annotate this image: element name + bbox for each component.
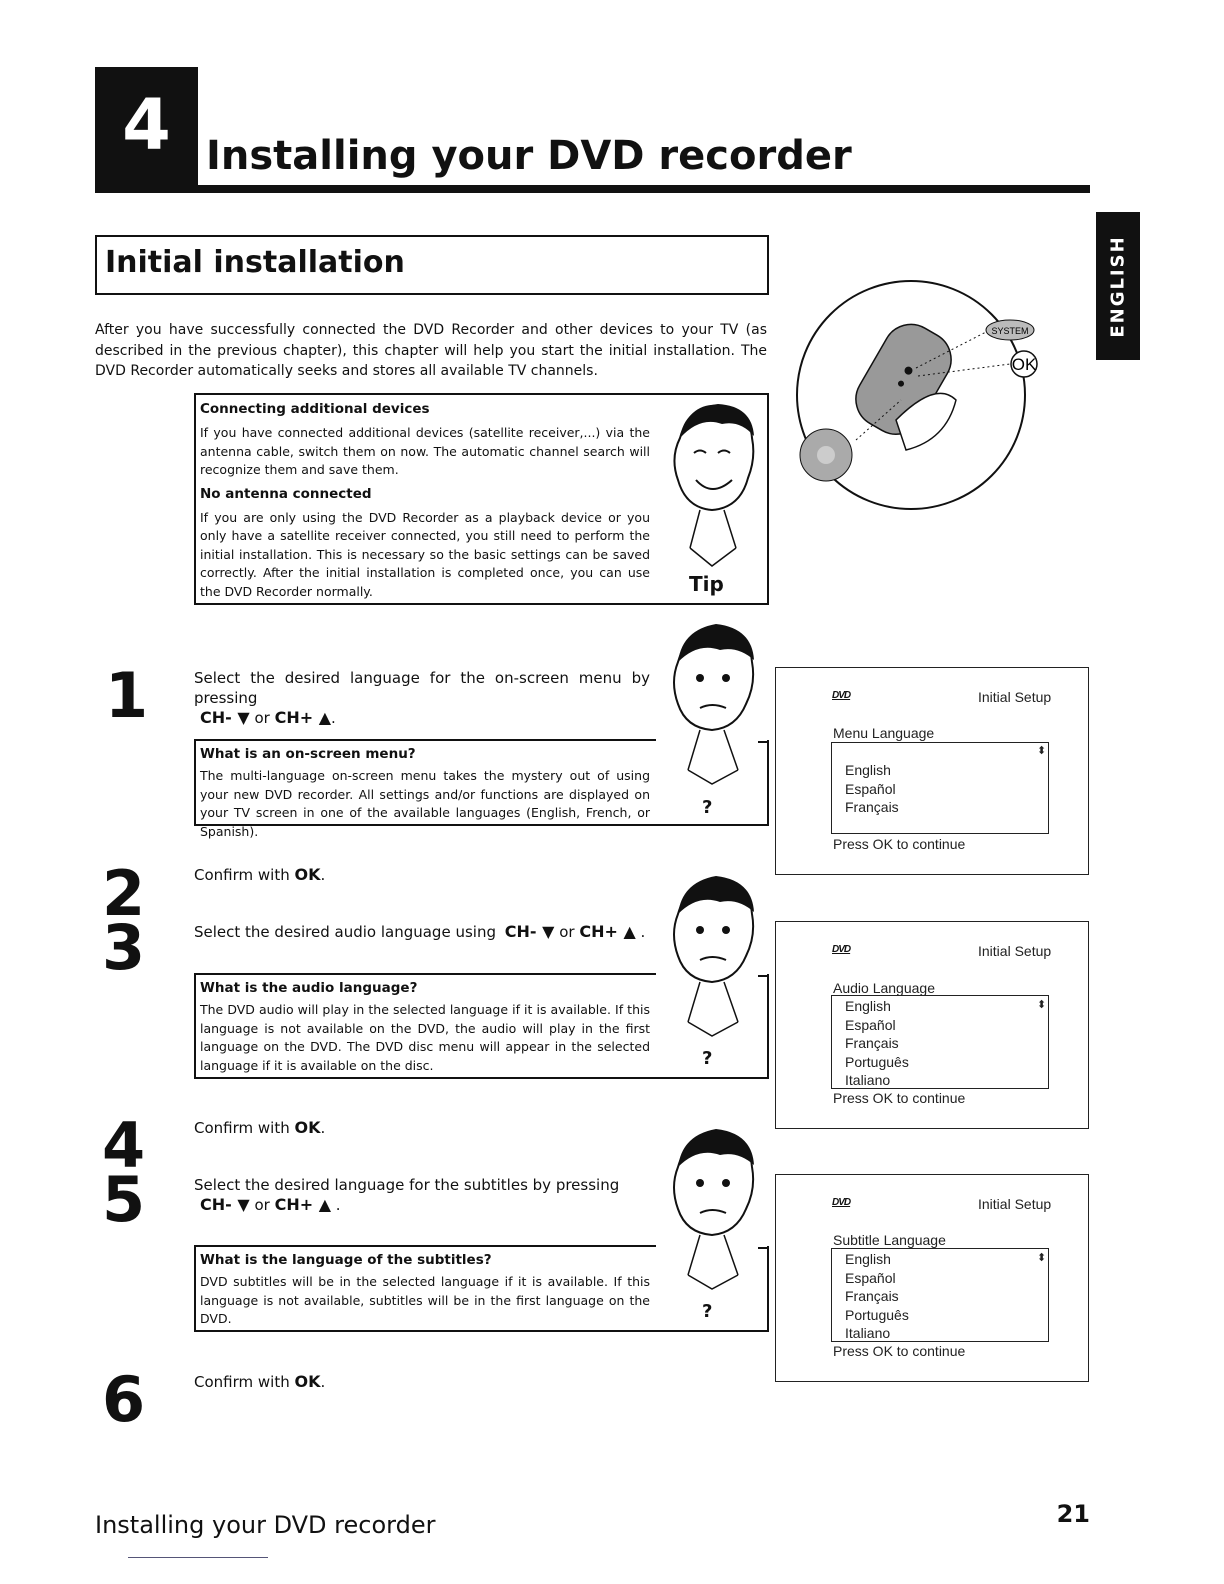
ok-button-label: OK xyxy=(1011,355,1037,374)
step-3-text: Select the desired audio language using CH- ▼ or CH+ ▲ . xyxy=(194,922,646,941)
tip-heading-1: Connecting additional devices xyxy=(200,401,430,417)
footer-rule xyxy=(128,1557,268,1558)
faq-cartoon-face-icon xyxy=(660,872,764,1037)
tip-text-1: If you have connected additional devices (satellite receiver,...) via the antenna cable, switch them on now. The automatic channel search will recognize them and save them. xyxy=(200,425,650,477)
faq-1-question-mark: ? xyxy=(702,797,713,818)
screen-footer: Press OK to continue xyxy=(833,836,966,852)
footer-chapter-title: Installing your DVD recorder xyxy=(95,1511,436,1539)
list-item[interactable]: Español xyxy=(845,1016,896,1033)
dvd-logo-icon: DVD xyxy=(832,690,851,701)
screen-footer: Press OK to continue xyxy=(833,1090,966,1106)
tip-content xyxy=(200,400,650,601)
list-item[interactable]: Español xyxy=(845,780,896,797)
step-4-text: Confirm with OK. xyxy=(194,1118,326,1137)
language-list-items xyxy=(845,761,899,817)
faq-5-heading: What is the language of the subtitles? xyxy=(200,1252,492,1268)
step-number-6: 6 xyxy=(102,1363,146,1436)
dvd-logo-icon: DVD xyxy=(832,944,851,955)
faq-1-heading: What is an on-screen menu? xyxy=(200,746,416,762)
dpad-icon xyxy=(800,429,852,481)
language-list-items xyxy=(845,1250,909,1343)
step-number-4: 4 xyxy=(102,1109,146,1182)
screen-title: Initial Setup xyxy=(978,943,1052,959)
list-item[interactable]: Français xyxy=(845,1288,899,1304)
faq-1-content xyxy=(200,745,650,841)
tip-text-2: If you are only using the DVD Recorder as a playback device or you only have a satellite receiver connected, you still need to perform the initial installation. This is necessary so the basic settings can be saved correctly. After the initial installation is completed once, you can use the DVD Recorder normally. xyxy=(200,509,650,599)
tip-heading-2: No antenna connected xyxy=(200,485,372,502)
scroll-arrows-icon: ⬍ xyxy=(1037,1252,1047,1264)
title-rule xyxy=(95,185,1090,193)
list-item[interactable]: English xyxy=(845,998,891,1014)
step-1-text: Select the desired language for the on-screen menu by pressing CH- ▼ or CH+ ▲. xyxy=(194,669,650,727)
faq-5-text: DVD subtitles will be in the selected language if it is available. If this language is not available, subtitles will be in the first language on the DVD. xyxy=(200,1274,650,1326)
step-6-text: Confirm with OK. xyxy=(194,1372,326,1391)
remote-control-icon xyxy=(796,280,1046,510)
faq-cartoon-face-icon xyxy=(660,1125,764,1290)
intro-paragraph: After you have successfully connected the DVD Recorder and other devices to your TV (as described in the previous chapter), this chapter will help you start the initial installation. The DVD Recorder automatically seeks and stores all available TV channels. xyxy=(95,322,767,379)
list-item[interactable]: Português xyxy=(845,1053,909,1070)
step-5-text: Select the desired language for the subtitles by pressing CH- ▼ or CH+ ▲ . xyxy=(194,1176,620,1214)
language-tab-label: ENGLISH xyxy=(1107,234,1129,338)
tip-label: Tip xyxy=(689,572,724,596)
list-item[interactable]: Italiano xyxy=(845,1325,891,1341)
scroll-arrows-icon: ⬍ xyxy=(1037,999,1047,1011)
tip-cartoon-face-icon xyxy=(660,398,764,568)
screen-title: Initial Setup xyxy=(978,1196,1052,1212)
screen-label: Subtitle Language xyxy=(833,1232,946,1248)
faq-5-content xyxy=(200,1251,650,1329)
section-title: Initial installation xyxy=(105,245,405,280)
scroll-arrows-icon: ⬍ xyxy=(1037,745,1047,757)
faq-1-text: The multi-language on-screen menu takes the mystery out of using your new DVD recorder. All settings and/or functions are displayed on your TV screen in one of the available languages (English, French, or Spanish). xyxy=(200,768,650,839)
faq-3-content xyxy=(200,979,650,1075)
faq-3-text: The DVD audio will play in the selected language if it is available. If this language is not available on the DVD, the audio will play in the first language on the DVD. The DVD disc menu will appear in the selected language if it is available on the disc. xyxy=(200,1002,650,1073)
list-item[interactable]: Français xyxy=(845,1035,899,1051)
step-number-5: 5 xyxy=(102,1163,146,1236)
page-number: 21 xyxy=(1056,1500,1090,1528)
step-number-3: 3 xyxy=(102,911,146,984)
list-item[interactable]: Português xyxy=(845,1306,909,1323)
dvd-logo-icon: DVD xyxy=(832,1197,851,1208)
list-item[interactable]: Français xyxy=(845,799,899,815)
chapter-title: Installing your DVD recorder xyxy=(206,133,852,179)
list-item[interactable]: English xyxy=(845,1251,891,1267)
screen-title: Initial Setup xyxy=(978,689,1052,705)
system-button-label: SYSTEM xyxy=(991,326,1029,336)
faq-3-question-mark: ? xyxy=(702,1048,713,1069)
list-item[interactable]: Italiano xyxy=(845,1072,891,1088)
step-2-text: Confirm with OK. xyxy=(194,865,326,884)
faq-5-question-mark: ? xyxy=(702,1301,713,1322)
screen-label: Menu Language xyxy=(833,725,935,741)
language-list-items xyxy=(845,997,909,1090)
screen-label: Audio Language xyxy=(833,980,935,996)
step-number-2: 2 xyxy=(102,857,146,930)
list-item[interactable]: Español xyxy=(845,1269,896,1286)
faq-3-heading: What is the audio language? xyxy=(200,980,418,996)
list-item[interactable]: English xyxy=(845,762,891,778)
screen-footer: Press OK to continue xyxy=(833,1343,966,1359)
chapter-number: 4 xyxy=(122,84,171,166)
faq-cartoon-face-icon xyxy=(660,620,764,785)
step-number-1: 1 xyxy=(105,659,149,732)
